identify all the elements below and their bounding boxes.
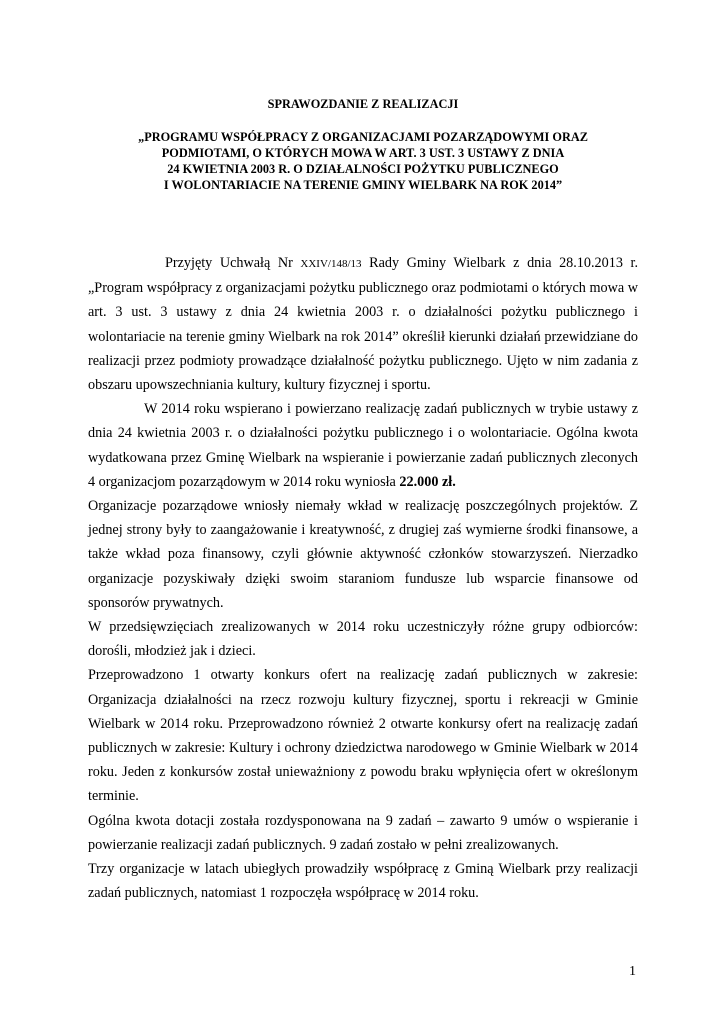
p1-text-a: Przyjęty Uchwałą Nr [165,255,301,271]
title-line-2: „PROGRAMU WSPÓŁPRACY Z ORGANIZACJAMI POZARZĄDOWYMI ORAZ [138,130,588,144]
title-line-4: 24 KWIETNIA 2003 R. O DZIAŁALNOŚCI POŻYTKU PUBLICZNEGO [167,162,559,176]
paragraph-1 [88,251,638,397]
document-title [88,96,638,193]
resolution-number: XXIV/148/13 [300,258,362,270]
total-amount: 22.000 zł. [399,473,456,490]
p2-text: W 2014 roku wspierano i powierzano realizację zadań publicznych w trybie ustawy z dnia 24 kwietnia 2003 r. o działalności pożytku publicznego i o wolontariacie. Ogólna kwota wydatkowana przez Gminę Wielbark na wspieranie i powierzanie zadań publicznych zleconych 4 organizacjom pozarządowym w 2014 roku wyniosła [88,401,638,490]
paragraph-4: W przedsięwzięciach zrealizowanych w 2014 roku uczestniczyły różne grupy odbiorców: dorośli, młodzież jak i dzieci. [88,619,638,660]
paragraph-6: Ogólna kwota dotacji została rozdysponowana na 9 zadań – zawarto 9 umów o wspieranie i powierzanie realizacji zadań publicznych. 9 zadań zostało w pełni zrealizowanych. [88,812,638,853]
document-page [88,0,638,905]
paragraph-2 [88,397,638,494]
title-line-1: SPRAWOZDANIE Z REALIZACJI [267,97,459,111]
paragraph-3: Organizacje pozarządowe wniosły niemały wkład w realizację poszczególnych projektów. Z jednej strony były to zaangażowanie i kreatywność, z drugiej zaś wymierne środki finansowe, a także wkład poza finansowy, czyli głównie aktywność członków stowarzyszeń. Nierzadko organizacje pozyskiwały dzięki swoim staraniom fundusze lub wsparcie finansowe od sponsorów prywatnych. [88,498,638,611]
p1-text-b: Rady Gminy Wielbark z dnia 28.10.2013 r. „Program współpracy z organizacjami pożytku publicznego oraz podmiotami o których mowa w art. 3 ust. 3 ustawy z dnia 24 kwietnia 2003 r. o działalności pożytku publicznego i wolontariacie na terenie gminy Wielbark na rok 2014” określił kierunki działań przewidziane do realizacji przez podmioty prowadzące działalność pożytku publicznego. Ujęto w nim zadania z obszaru upowszechniania kultury, kultury fizycznej i sportu. [88,255,638,394]
title-line-3: PODMIOTAMI, O KTÓRYCH MOWA W ART. 3 UST. 3 USTAWY Z DNIA [161,146,565,160]
page-number: 1 [629,964,636,979]
paragraph-5: Przeprowadzono 1 otwarty konkurs ofert na realizację zadań publicznych w zakresie: Organizacja działalności na rzecz rozwoju kultury fizycznej, sportu i rekreacji w Gminie Wielbark w 2014 roku. Przeprowadzono również 2 otwarte konkursy ofert na realizację zadań publicznych w zakresie: Kultury i ochrony dziedzictwa narodowego w Gminie Wielbark w 2014 roku. Jeden z konkursów został unieważniony z powodu braku wpłynięcia ofert w określonym terminie. [88,667,638,805]
document-body [88,251,638,905]
paragraph-7: Trzy organizacje w latach ubiegłych prowadziły współpracę z Gminą Wielbark przy realizacji zadań publicznych, natomiast 1 rozpoczęła współpracę w 2014 roku. [88,861,638,902]
title-line-5: I WOLONTARIACIE NA TERENIE GMINY WIELBARK NA ROK 2014” [163,178,563,192]
